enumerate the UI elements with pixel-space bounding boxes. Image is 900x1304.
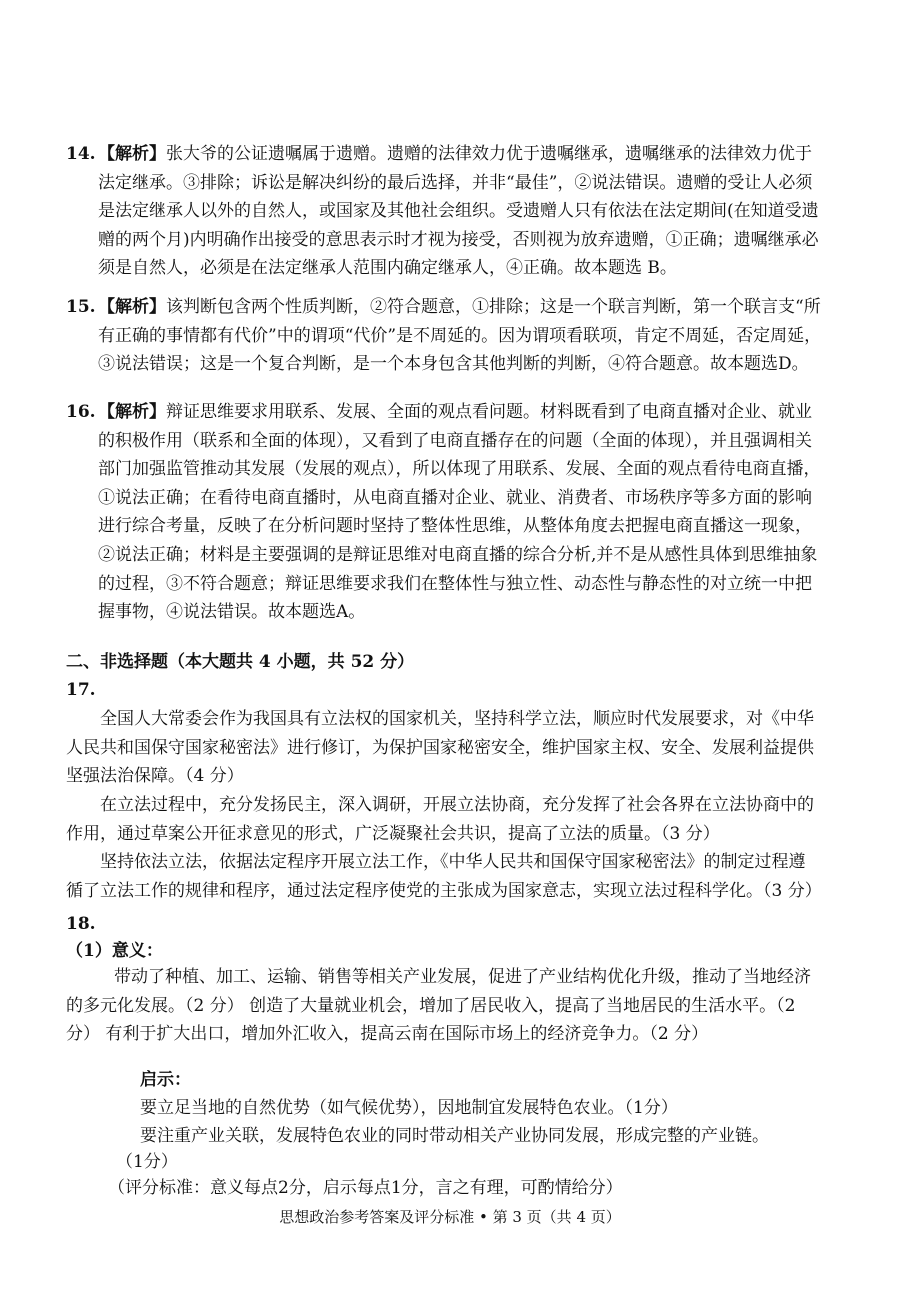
q18-part1-label: （1）意义： [66, 941, 163, 961]
analysis-tag: 【解析】 [98, 297, 166, 317]
question-number-18: 18. [66, 914, 96, 934]
page-footer: 思想政治参考答案及评分标准 • 第 3 页（共 4 页） [279, 1208, 621, 1226]
question-number-17: 17. [66, 680, 96, 700]
analysis-text: 张大爷的公证遗嘱属于遗赠。遗赠的法律效力优于遗嘱继承，遗嘱继承的法律效力优于法定继承。③排除；诉讼是解决纠纷的最后选择，并非“最佳”，②说法错误。遗赠的受让人必须是法定继承人以外的自然人，或国家及其他社会组织。受遗赠人只有依法在法定期间(在知道受遗赠的两个月)内明确作出接受的意思表示时才视为接受，否则视为放弃遗赠，①正确；遗嘱继承必须是自然人，必须是在法定继承人范围内确定继承人，④正确。故本题选 B。 [98, 144, 819, 279]
q17-paragraph-1: 全国人大常委会作为我国具有立法权的国家机关，坚持科学立法，顺应时代发展要求，对《中华人民共和国保守国家秘密法》进行修订，为保护国家秘密安全，维护国家主权、安全、发展利益提供坚强法治保障。（4 分） [66, 709, 814, 787]
question-number: 15. [66, 297, 96, 317]
q18-insight-2-score: （1分） [116, 1152, 178, 1172]
answer-14 [66, 140, 822, 283]
analysis-text: 该判断包含两个性质判断，②符合题意，①排除；这是一个联言判断，第一个联言支“所有正确的事情都有代价”中的谓项“代价”是不周延的。因为谓项看联项，肯定不周延，否定周延，③说法错误；这是一个复合判断，是一个本身包含其他判断的判断，④符合题意。故本题选D。 [98, 297, 822, 375]
analysis-text: 辩证思维要求用联系、发展、全面的观点看问题。材料既看到了电商直播对企业、就业的积极作用（联系和全面的体现），又看到了电商直播存在的问题（全面的体现），并且强调相关部门加强监管推动其发展（发展的观点），所以体现了用联系、发展、全面的观点看待电商直播，①说法正确；在看待电商直播时，从电商直播对企业、就业、消费者、市场秩序等多方面的影响进行综合考量，反映了在分析问题时坚持了整体性思维，从整体角度去把握电商直播这一现象，②说法正确；材料是主要强调的是辩证思维对电商直播的综合分析,并不是从感性具体到思维抽象的过程，③不符合题意；辩证思维要求我们在整体性与独立性、动态性与静态性的对立统一中把握事物，④说法错误。故本题选A。 [98, 402, 821, 623]
question-number: 16. [66, 402, 96, 422]
q18-meaning: 带动了种植、加工、运输、销售等相关产业发展，促进了产业结构优化升级，推动了当地经济的多元化发展。（2 分） 创造了大量就业机会，增加了居民收入，提高了当地居民的生活水平。（2 分） 有利于扩大出口，增加外汇收入，提高云南在国际市场上的经济竞争力。（2 分） [66, 967, 811, 1045]
question-number: 14. [66, 144, 96, 164]
q18-insight-2: 要注重产业关联，发展特色农业的同时带动相关产业协同发展，形成完整的产业链。 [140, 1126, 769, 1146]
q18-insight-label: 启示： [140, 1070, 191, 1090]
q17-paragraph-2: 在立法过程中，充分发扬民主，深入调研，开展立法协商，充分发挥了社会各界在立法协商中的作用，通过草案公开征求意见的形式，广泛凝聚社会共识，提高了立法的质量。（3 分） [66, 795, 814, 844]
q18-scoring-standard: （评分标准：意义每点2分，启示每点1分，言之有理，可酌情给分） [108, 1178, 623, 1198]
analysis-tag: 【解析】 [98, 144, 166, 164]
answer-15 [66, 293, 822, 379]
q18-insight-1: 要立足当地的自然优势（如气候优势），因地制宜发展特色农业。（1分） [140, 1098, 678, 1118]
answer-16 [66, 398, 822, 627]
section-heading: 二、非选择题（本大题共 4 小题，共 52 分） [66, 652, 415, 672]
q17-paragraph-3: 坚持依法立法，依据法定程序开展立法工作，《中华人民共和国保守国家秘密法》的制定过程遵循了立法工作的规律和程序，通过法定程序使党的主张成为国家意志，实现立法过程科学化。（3 分） [66, 852, 822, 901]
analysis-tag: 【解析】 [98, 402, 166, 422]
